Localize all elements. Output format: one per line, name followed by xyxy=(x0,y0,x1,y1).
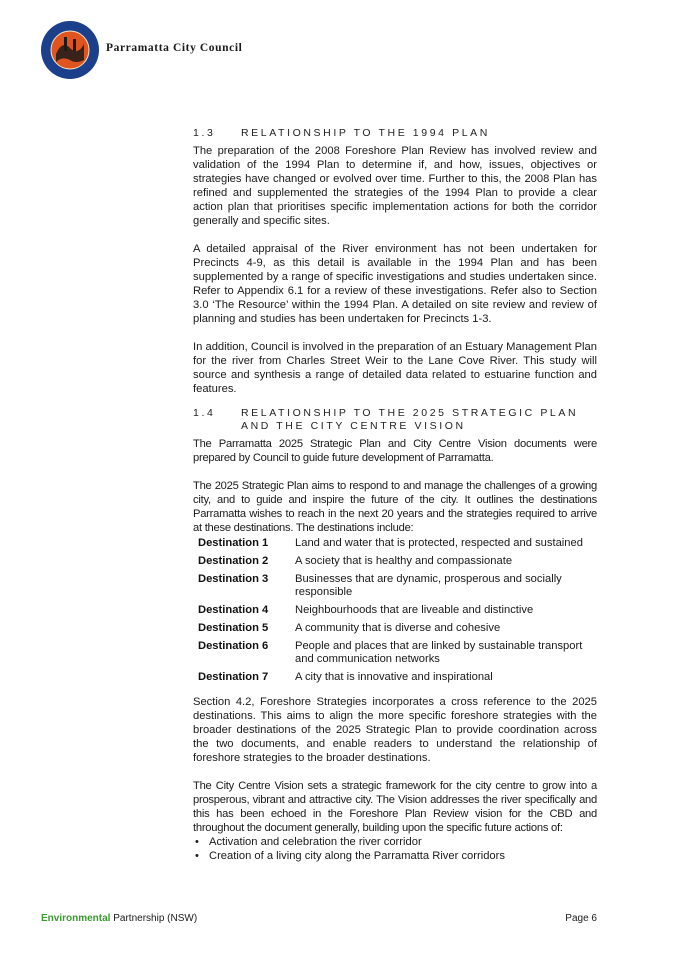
section-number: 1.4 xyxy=(193,407,216,419)
paragraph: The 2025 Strategic Plan aims to respond to and manage the challenges of a growing city, and to guide and inspire the future of the city. It outlines the destinations Parramatta wishes to reach in the next 20 years and the strategies required to arrive at these destinations. The destinations include: xyxy=(193,480,597,534)
bullet-text: Activation and celebration the river corridor xyxy=(209,836,422,848)
destination-text: People and places that are linked by sustainable transport and communication networks xyxy=(295,640,583,665)
bullet-item xyxy=(193,835,597,849)
footer-organization xyxy=(41,913,197,924)
paragraph: Section 4.2, Foreshore Strategies incorporates a cross reference to the 2025 destinations. This aims to align the more specific foreshore strategies with the broader destinations of the 2025 Strategic Plan to provide coordination across the two documents, and enable readers to understand the relationship of foreshore strategies to the broader destinations. xyxy=(193,696,597,764)
destination-label: Destination 7 xyxy=(198,671,269,683)
council-logo-icon xyxy=(40,20,100,80)
bullet-text: Creation of a living city along the Parramatta River corridors xyxy=(209,850,505,862)
section-heading-1-4 xyxy=(193,407,597,433)
bullet-icon: • xyxy=(195,836,199,848)
destination-label: Destination 5 xyxy=(198,622,269,634)
section-heading-1-3 xyxy=(193,127,597,140)
section-number: 1.3 xyxy=(193,127,216,139)
council-name: Parramatta City Council xyxy=(106,42,243,54)
footer-org-rest: Partnership (NSW) xyxy=(110,913,198,924)
destination-row xyxy=(193,573,597,604)
destination-row xyxy=(193,671,597,689)
destinations-table xyxy=(193,537,597,689)
bullet-item xyxy=(193,849,597,863)
paragraph: A detailed appraisal of the River environment has not been undertaken for Precincts 4-9, as this detail is available in the 1994 Plan and has been supplemented by a range of specific investigations and studies undertaken since. Refer to Appendix 6.1 for a review of these investigations. Refer also to Section 3.0 ‘The Resource’ within the 1994 Plan. A detailed on site review and review of planning and studies has been undertaken for Precincts 1-3. xyxy=(193,243,597,325)
paragraph: The preparation of the 2008 Foreshore Plan Review has involved review and validation of the 1994 Plan to determine if, and how, issues, objectives or strategies have changed or evolved over time. Further to this, the 2008 Plan has refined and supplemented the strategies of the 1994 Plan to provide a clear action plan that prioritises specific implementation actions for both the corridor generally and specific sites. xyxy=(193,145,597,227)
destination-text: Neighbourhoods that are liveable and distinctive xyxy=(295,604,534,616)
paragraph: In addition, Council is involved in the preparation of an Estuary Management Plan for the river from Charles Street Weir to the Lane Cove River. This study will source and synthesis a range of detailed data related to estuarine function and features. xyxy=(193,341,597,395)
section-title: RELATIONSHIP TO THE 1994 PLAN xyxy=(241,127,490,139)
destination-label: Destination 6 xyxy=(198,640,269,652)
destination-label: Destination 4 xyxy=(198,604,269,616)
paragraph: The City Centre Vision sets a strategic framework for the city centre to grow into a prosperous, vibrant and attractive city. The Vision addresses the river specifically and this has been echoed in the Foreshore Plan Review vision for the CBD and throughout the document generally, building upon the specific future actions of: xyxy=(193,780,597,834)
destination-row xyxy=(193,537,597,555)
page-content xyxy=(193,127,597,863)
paragraph: The Parramatta 2025 Strategic Plan and City Centre Vision documents were prepared by Council to guide future development of Parramatta. xyxy=(193,438,597,464)
page-number: Page 6 xyxy=(565,913,597,924)
destination-row xyxy=(193,640,597,671)
destination-label: Destination 2 xyxy=(198,555,269,567)
destination-row xyxy=(193,604,597,622)
bullet-icon: • xyxy=(195,850,199,862)
bullet-list xyxy=(193,835,597,863)
destination-label: Destination 3 xyxy=(198,573,269,585)
destination-text: A city that is innovative and inspirational xyxy=(295,671,493,683)
destination-label: Destination 1 xyxy=(198,537,269,549)
destination-row xyxy=(193,555,597,573)
destination-text: Land and water that is protected, respected and sustained xyxy=(295,537,583,549)
section-title: RELATIONSHIP TO THE 2025 STRATEGIC PLAN AND THE CITY CENTRE VISION xyxy=(241,407,579,432)
destination-text: A community that is diverse and cohesive xyxy=(295,622,501,634)
footer-org-highlight: Environmental xyxy=(41,913,111,924)
destination-text: Businesses that are dynamic, prosperous and socially responsible xyxy=(295,573,562,598)
destination-row xyxy=(193,622,597,640)
destination-text: A society that is healthy and compassionate xyxy=(295,555,513,567)
